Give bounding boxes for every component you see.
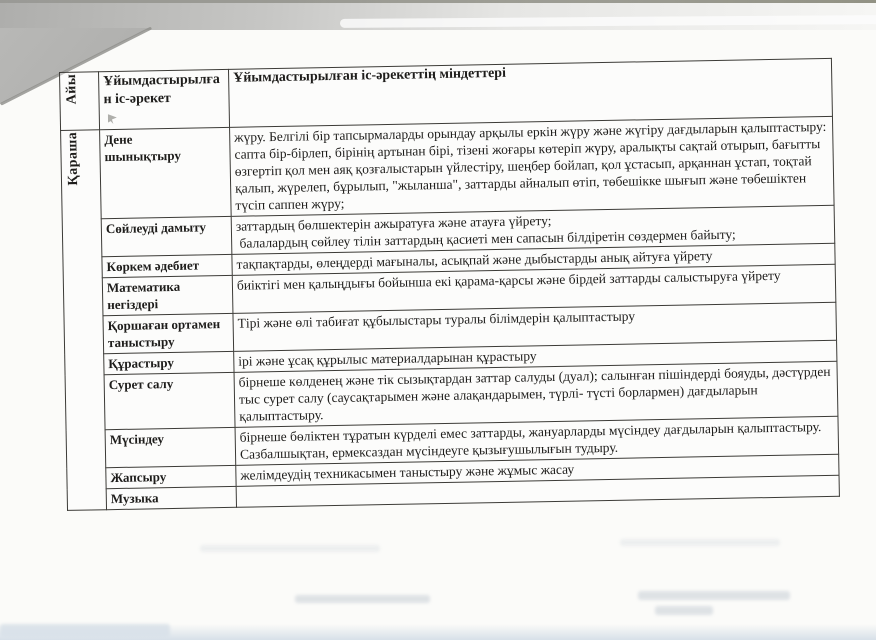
task-cell: бірнеше көлденең және тік сызықтардан заттар салуды (дуал); салынған пішіндерді бояуды, дәстүрден тыс сурет салу (саусақтарымен және алақандарымен, түрлі- түсті борлармен) дағдыларын қалыптастыру. — [234, 361, 838, 427]
task-cell: жүру. Белгілі бір тапсырмаларды орындау арқылы еркін жүру және жүгіру дағдыларын қалыптастыру: сапта бір-бірлеп, бірінің артынан бірі, тізені жоғары көтеріп жүру, аралықты сақтай отырып, бағытты өзгертіп қол мен аяқ қозғалыстарын үйлестіру, шеңбер бойлап, қол ұстасып, арқаннан ұстап, тоқтай қалып, жүрелеп, бұрылып, "жыланша", заттарды айналып өтіп, төбешікке шығып және төбешіктен түсіп саппен жүру; — [230, 116, 835, 216]
task-cell: биіктігі мен қалыңдығы бойынша екі қарама-қарсы және бірдей заттарды салыстыруға үйрету — [232, 264, 836, 313]
lesson-plan-table-wrap — [59, 58, 840, 511]
header-tasks-label: Ұйымдастырылған іс-әрекеттің міндеттері — [233, 65, 507, 86]
task-cell: бірнеше бөліктен тұратын күрделі емес заттарды, жануарларды мүсіндеу дағдыларын қалыптастыру. Сазбалшықтан, ермексаздан мүсіндеуге қызығушылығын тудыру. — [235, 416, 839, 465]
lesson-plan-table — [59, 58, 840, 511]
header-month-label: Айы — [64, 73, 80, 105]
activity-cell: Қоршаған ортамен таныстыру — [103, 313, 234, 353]
bleed-through-text-ghost — [295, 595, 430, 603]
month-label: Қараша — [65, 131, 82, 186]
activity-cell: Сурет салу — [104, 372, 235, 429]
header-activity-column — [99, 69, 230, 129]
activity-cell: Сөйлеуді дамыту — [101, 216, 232, 256]
activity-cell: Мүсіндеу — [105, 427, 236, 467]
task-cell: заттардың бөлшектерін ажыратуға және атауға үйрету; балалардың сөйлеу тілін заттардың қасиеті мен сапасын білдіретін сөздермен байыту; — [231, 205, 835, 254]
task-cell: тақпақтарды, өлеңдерді мағыналы, асықпай және дыбыстарды анық айтуға үйрету — [232, 243, 835, 275]
bleed-through-text-ghost — [620, 539, 780, 546]
activity-cell: Дене шынықтыру — [100, 127, 232, 218]
header-month-column — [60, 72, 100, 131]
task-cell: Тірі және өлі табиғат құбылыстары туралы білімдерін қалыптастыру — [233, 302, 837, 351]
page-bottom-edge — [0, 624, 876, 640]
bleed-through-text-ghost — [200, 545, 380, 552]
activity-cell: Музыка — [106, 486, 236, 509]
activity-cell: Көркем әдебиет — [102, 254, 232, 277]
table-row — [61, 116, 835, 219]
header-activity-label: Ұйымдастырылған іс-әрекет — [103, 72, 220, 108]
activity-cell: Математика негіздері — [102, 275, 233, 315]
task-cell: ірі және ұсақ құрылыс материалдарынан құрастыру — [234, 340, 837, 372]
bleed-through-text-ghost — [638, 591, 790, 600]
scanner-top-edge — [0, 0, 876, 30]
task-cell: желімдеудің техникасымен таныстыру және жұмыс жасау — [236, 454, 839, 486]
scan-smudge-mark — [108, 114, 117, 124]
activity-cell: Құрастыру — [104, 351, 234, 374]
activity-cell: Жапсыру — [106, 465, 236, 488]
bleed-through-text-ghost — [655, 606, 713, 615]
